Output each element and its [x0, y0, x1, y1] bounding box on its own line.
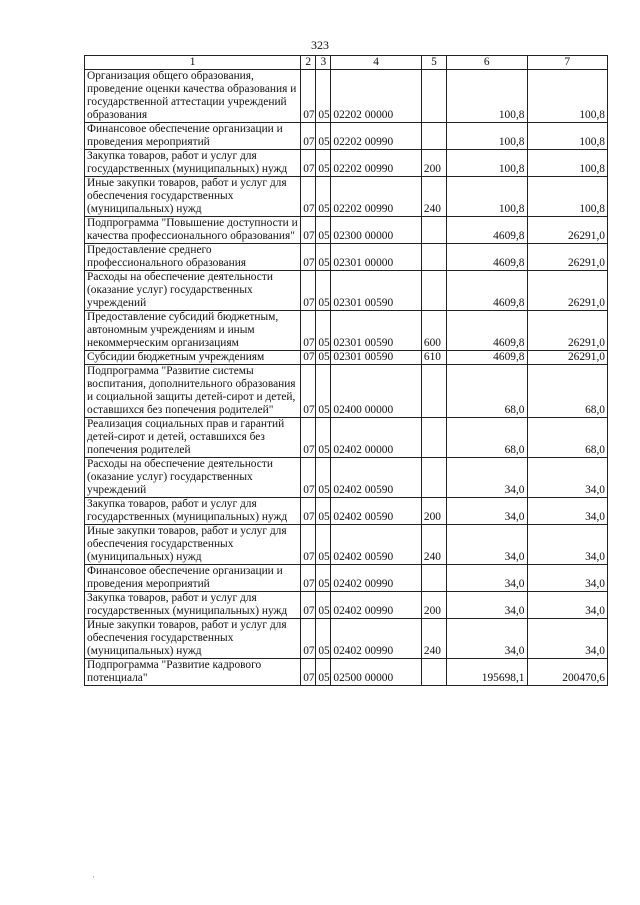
row-target-code-cell: 02202 00990: [331, 150, 422, 177]
row-section-cell: 07: [301, 525, 316, 565]
row-amount-2-cell: 100,8: [527, 123, 608, 150]
table-row: [85, 619, 608, 659]
row-expense-type-cell: [421, 271, 446, 311]
row-amount-2-cell: 100,8: [527, 150, 608, 177]
row-expense-type-cell: 240: [421, 177, 446, 217]
row-amount-2-cell: 100,8: [527, 177, 608, 217]
column-header: 6: [447, 56, 527, 70]
row-amount-2-cell: 34,0: [527, 592, 608, 619]
row-name-cell: Закупка товаров, работ и услуг для государственных (муниципальных) нужд: [85, 592, 301, 619]
row-amount-2-cell: 34,0: [527, 565, 608, 592]
table-row: [85, 365, 608, 418]
row-amount-2-cell: 26291,0: [527, 311, 608, 351]
row-expense-type-cell: [421, 458, 446, 498]
table-row: [85, 244, 608, 271]
table-row: [85, 150, 608, 177]
row-target-code-cell: 02402 00990: [331, 592, 422, 619]
column-header: 7: [527, 56, 608, 70]
table-row: [85, 271, 608, 311]
table-row: [85, 592, 608, 619]
row-amount-2-cell: 26291,0: [527, 217, 608, 244]
row-amount-2-cell: 34,0: [527, 458, 608, 498]
table-row: [85, 498, 608, 525]
row-expense-type-cell: [421, 565, 446, 592]
row-section-cell: 07: [301, 150, 316, 177]
row-amount-1-cell: 68,0: [447, 418, 527, 458]
table-header-row: [85, 56, 608, 70]
row-amount-1-cell: 100,8: [447, 177, 527, 217]
row-subsection-cell: 05: [316, 244, 331, 271]
row-amount-2-cell: 26291,0: [527, 351, 608, 365]
table-row: [85, 525, 608, 565]
table-row: [85, 123, 608, 150]
row-name-cell: Предоставление субсидий бюджетным, автономным учреждениям и иным некоммерческим организациям: [85, 311, 301, 351]
column-header: 2: [301, 56, 316, 70]
row-section-cell: 07: [301, 311, 316, 351]
row-subsection-cell: 05: [316, 150, 331, 177]
row-amount-2-cell: 26291,0: [527, 244, 608, 271]
row-target-code-cell: 02500 00000: [331, 659, 422, 686]
table-row: [85, 177, 608, 217]
row-subsection-cell: 05: [316, 123, 331, 150]
row-amount-2-cell: 34,0: [527, 498, 608, 525]
row-target-code-cell: 02402 00590: [331, 458, 422, 498]
row-name-cell: Закупка товаров, работ и услуг для государственных (муниципальных) нужд: [85, 150, 301, 177]
table-row: [85, 659, 608, 686]
row-subsection-cell: 05: [316, 70, 331, 123]
row-name-cell: Иные закупки товаров, работ и услуг для обеспечения государственных (муниципальных) нужд: [85, 525, 301, 565]
row-amount-1-cell: 34,0: [447, 498, 527, 525]
budget-table: [84, 55, 608, 686]
row-name-cell: Подпрограмма "Повышение доступности и качества профессионального образования": [85, 217, 301, 244]
row-subsection-cell: 05: [316, 177, 331, 217]
row-subsection-cell: 05: [316, 565, 331, 592]
row-expense-type-cell: 600: [421, 311, 446, 351]
row-name-cell: Предоставление среднего профессионального образования: [85, 244, 301, 271]
table-body: [85, 70, 608, 686]
row-subsection-cell: 05: [316, 271, 331, 311]
row-subsection-cell: 05: [316, 217, 331, 244]
row-subsection-cell: 05: [316, 498, 331, 525]
row-amount-1-cell: 34,0: [447, 619, 527, 659]
row-expense-type-cell: 200: [421, 150, 446, 177]
row-amount-1-cell: 4609,8: [447, 311, 527, 351]
row-section-cell: 07: [301, 619, 316, 659]
row-target-code-cell: 02202 00990: [331, 123, 422, 150]
row-expense-type-cell: [421, 123, 446, 150]
row-section-cell: 07: [301, 217, 316, 244]
row-expense-type-cell: 610: [421, 351, 446, 365]
row-section-cell: 07: [301, 351, 316, 365]
row-amount-1-cell: 100,8: [447, 150, 527, 177]
row-expense-type-cell: [421, 659, 446, 686]
row-amount-2-cell: 68,0: [527, 418, 608, 458]
row-expense-type-cell: 240: [421, 619, 446, 659]
table-row: [85, 351, 608, 365]
row-amount-1-cell: 100,8: [447, 123, 527, 150]
row-target-code-cell: 02300 00000: [331, 217, 422, 244]
row-name-cell: Расходы на обеспечение деятельности (оказание услуг) государственных учреждений: [85, 271, 301, 311]
row-name-cell: Реализация социальных прав и гарантий детей-сирот и детей, оставшихся без попечения родителей: [85, 418, 301, 458]
row-amount-2-cell: 26291,0: [527, 271, 608, 311]
row-amount-2-cell: 200470,6: [527, 659, 608, 686]
row-amount-1-cell: 68,0: [447, 365, 527, 418]
column-header: 3: [316, 56, 331, 70]
row-section-cell: 07: [301, 498, 316, 525]
row-section-cell: 07: [301, 565, 316, 592]
row-name-cell: Подпрограмма "Развитие системы воспитания, дополнительного образования и социальной защиты детей-сирот и детей, оставшихся без попечения родителей": [85, 365, 301, 418]
row-target-code-cell: 02202 00000: [331, 70, 422, 123]
row-subsection-cell: 05: [316, 365, 331, 418]
row-target-code-cell: 02402 00990: [331, 565, 422, 592]
row-amount-2-cell: 100,8: [527, 70, 608, 123]
column-header: 5: [421, 56, 446, 70]
row-name-cell: Организация общего образования, проведение оценки качества образования и государственной аттестации учреждений образования: [85, 70, 301, 123]
row-target-code-cell: 02402 00590: [331, 498, 422, 525]
row-section-cell: 07: [301, 177, 316, 217]
row-subsection-cell: 05: [316, 659, 331, 686]
row-target-code-cell: 02301 00590: [331, 311, 422, 351]
row-expense-type-cell: [421, 70, 446, 123]
row-section-cell: 07: [301, 244, 316, 271]
row-target-code-cell: 02301 00590: [331, 351, 422, 365]
row-subsection-cell: 05: [316, 525, 331, 565]
row-amount-1-cell: 4609,8: [447, 351, 527, 365]
row-name-cell: Финансовое обеспечение организации и проведения мероприятий: [85, 123, 301, 150]
table-row: [85, 70, 608, 123]
table-row: [85, 217, 608, 244]
row-amount-2-cell: 34,0: [527, 619, 608, 659]
row-amount-1-cell: 195698,1: [447, 659, 527, 686]
row-target-code-cell: 02301 00590: [331, 271, 422, 311]
row-subsection-cell: 05: [316, 351, 331, 365]
row-name-cell: Расходы на обеспечение деятельности (оказание услуг) государственных учреждений: [85, 458, 301, 498]
row-expense-type-cell: 240: [421, 525, 446, 565]
row-expense-type-cell: [421, 365, 446, 418]
page-number: 323: [311, 38, 329, 52]
row-subsection-cell: 05: [316, 592, 331, 619]
scan-mark: ·: [92, 872, 95, 882]
row-expense-type-cell: [421, 244, 446, 271]
row-section-cell: 07: [301, 70, 316, 123]
row-amount-1-cell: 4609,8: [447, 244, 527, 271]
row-amount-2-cell: 68,0: [527, 365, 608, 418]
row-target-code-cell: 02402 00590: [331, 525, 422, 565]
row-name-cell: Подпрограмма "Развитие кадрового потенциала": [85, 659, 301, 686]
row-target-code-cell: 02402 00990: [331, 619, 422, 659]
row-amount-1-cell: 34,0: [447, 592, 527, 619]
row-section-cell: 07: [301, 659, 316, 686]
row-target-code-cell: 02301 00000: [331, 244, 422, 271]
row-section-cell: 07: [301, 458, 316, 498]
row-name-cell: Субсидии бюджетным учреждениям: [85, 351, 301, 365]
row-amount-1-cell: 4609,8: [447, 271, 527, 311]
table-row: [85, 311, 608, 351]
row-section-cell: 07: [301, 365, 316, 418]
column-header: 4: [331, 56, 422, 70]
row-section-cell: 07: [301, 271, 316, 311]
row-section-cell: 07: [301, 592, 316, 619]
row-target-code-cell: 02202 00990: [331, 177, 422, 217]
table-row: [85, 565, 608, 592]
row-subsection-cell: 05: [316, 311, 331, 351]
row-subsection-cell: 05: [316, 418, 331, 458]
row-expense-type-cell: 200: [421, 592, 446, 619]
row-subsection-cell: 05: [316, 619, 331, 659]
row-name-cell: Финансовое обеспечение организации и проведения мероприятий: [85, 565, 301, 592]
row-section-cell: 07: [301, 418, 316, 458]
row-amount-1-cell: 100,8: [447, 70, 527, 123]
row-expense-type-cell: [421, 418, 446, 458]
row-subsection-cell: 05: [316, 458, 331, 498]
row-name-cell: Иные закупки товаров, работ и услуг для обеспечения государственных (муниципальных) нужд: [85, 619, 301, 659]
column-header: 1: [85, 56, 301, 70]
row-expense-type-cell: [421, 217, 446, 244]
row-name-cell: Иные закупки товаров, работ и услуг для обеспечения государственных (муниципальных) нужд: [85, 177, 301, 217]
row-amount-2-cell: 34,0: [527, 525, 608, 565]
row-amount-1-cell: 34,0: [447, 525, 527, 565]
row-section-cell: 07: [301, 123, 316, 150]
row-amount-1-cell: 4609,8: [447, 217, 527, 244]
row-amount-1-cell: 34,0: [447, 565, 527, 592]
row-name-cell: Закупка товаров, работ и услуг для государственных (муниципальных) нужд: [85, 498, 301, 525]
row-target-code-cell: 02400 00000: [331, 365, 422, 418]
row-target-code-cell: 02402 00000: [331, 418, 422, 458]
table-row: [85, 418, 608, 458]
table-row: [85, 458, 608, 498]
row-expense-type-cell: 200: [421, 498, 446, 525]
row-amount-1-cell: 34,0: [447, 458, 527, 498]
